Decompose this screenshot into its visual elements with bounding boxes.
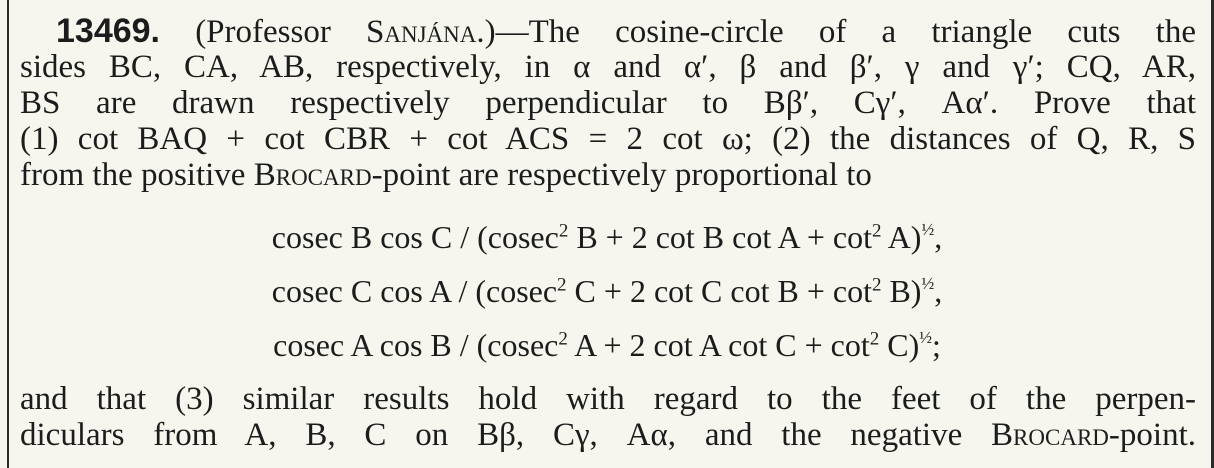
formula-2-square-1: 2: [557, 274, 567, 296]
proposer-suffix: .)—The cosine-circle of a triangle cuts the: [476, 14, 1196, 50]
formula-1-square-1: 2: [558, 220, 569, 242]
text-line-4: (1) cot BAQ + cot CBR + cot ACS = 2 cot ω; (2) the distances of Q, R, S: [20, 121, 1196, 157]
formula-3-end: ;: [931, 327, 941, 363]
line5-prefix: from the positive: [20, 157, 254, 193]
formula-1-end: ,: [934, 219, 943, 255]
formula-2-exponent: ½: [921, 274, 935, 293]
text-line-6: and that (3) similar results hold with regard to the feet of the perpen-: [20, 381, 1196, 417]
formula-2-square-2: 2: [871, 274, 882, 296]
formula-2-part-b: C + 2 cot C cot B + cot: [566, 273, 872, 309]
line7-prefix: diculars from A, B, C on Bβ, Cγ, Aα, and the negative: [20, 417, 992, 453]
formula-1-exponent: ½: [921, 220, 935, 239]
formula-3-exponent: ½: [919, 328, 932, 347]
text-line-7: [20, 418, 1196, 452]
formula-2-end: ,: [934, 273, 943, 309]
formula-3-square-2: 2: [869, 328, 880, 350]
formula-3-part-b: A + 2 cot A cot C + cot: [567, 327, 870, 363]
proposer-prefix: (Professor: [195, 14, 367, 50]
formula-3-square-1: 2: [558, 328, 568, 350]
formula-1-part-c: A): [881, 219, 922, 255]
formula-1-square-2: 2: [871, 220, 882, 242]
formula-3-part-a: cosec A cos B / (cosec: [273, 327, 559, 363]
formula-3-part-c: C): [879, 327, 920, 363]
problem-number: 13469.: [56, 12, 160, 50]
formula-3: [0, 328, 1214, 362]
text-line-3: BS are drawn respectively perpendicular to Bβ′, Cγ′, Aα′. Prove that: [20, 85, 1196, 121]
brocard-name-2: Brocard: [991, 417, 1109, 453]
formula-2: [0, 274, 1214, 308]
formula-1-part-a: cosec B cos C / (cosec: [271, 219, 559, 255]
text-line-5: [20, 158, 1196, 192]
formula-2-part-a: cosec C cos A / (cosec: [271, 273, 558, 309]
line7-suffix: -point.: [1108, 417, 1196, 453]
brocard-name: Brocard: [253, 157, 372, 193]
formula-1-part-b: B + 2 cot B cot A + cot: [568, 219, 872, 255]
formula-1: [0, 220, 1214, 254]
line5-suffix: -point are respectively proportional to: [371, 157, 872, 193]
text-line-2: sides BC, CA, AB, respectively, in α and α′, β and β′, γ and γ′; CQ, AR,: [20, 49, 1196, 85]
formula-2-part-c: B): [881, 273, 922, 309]
proposer-name: Sanjána: [366, 14, 477, 50]
problem-heading-line: [56, 14, 1196, 49]
